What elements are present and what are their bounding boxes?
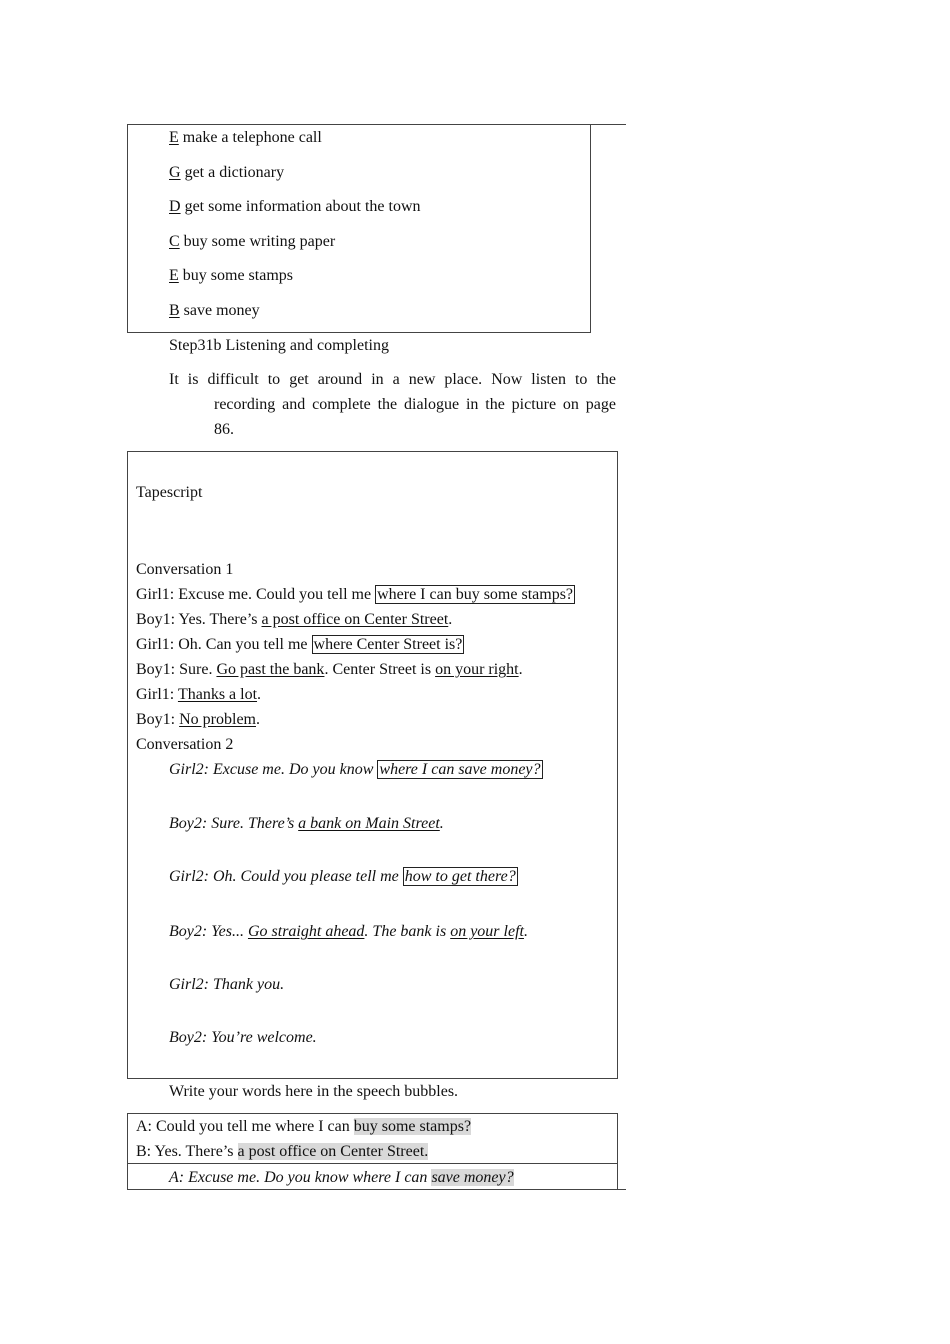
- answer-underline: a post office on Center Street: [261, 611, 449, 628]
- bubble-text: B: Yes. There’s: [136, 1143, 238, 1160]
- dialogue-line: Boy2: You’re welcome.: [169, 1029, 317, 1046]
- dialogue-line: [136, 710, 260, 730]
- bubble-text: A: Could you tell me where I can: [136, 1118, 354, 1135]
- highlighted-answer: save money?: [431, 1169, 514, 1186]
- tapescript-title: Tapescript: [136, 484, 203, 501]
- answer-underline: No problem: [179, 711, 256, 728]
- bubbles-instruction: Write your words here in the speech bubbles.: [169, 1083, 459, 1100]
- speaker-text: Girl1: Oh. Can you tell me: [136, 636, 312, 653]
- bubble-line: [136, 1142, 428, 1162]
- speaker-text: Boy2: Sure. There’s: [169, 815, 299, 832]
- bubble-line: [169, 1168, 514, 1188]
- answer-box: where I can save money?: [379, 761, 541, 778]
- item-text: save money: [183, 302, 260, 319]
- punctuation: .: [448, 611, 453, 628]
- dialogue-line: [136, 660, 523, 680]
- item-text: get some information about the town: [184, 198, 421, 215]
- answer-letter: D: [169, 198, 181, 215]
- answer-letter: B: [169, 302, 180, 319]
- speaker-text: Girl2: Oh. Could you please tell me: [169, 868, 403, 885]
- list-item: [169, 266, 293, 286]
- dialogue-line: [136, 585, 575, 605]
- dialogue-line: [169, 760, 543, 780]
- punctuation: .: [256, 711, 260, 728]
- conversation-1-title: Conversation 1: [136, 561, 234, 578]
- answer-box: how to get there?: [404, 868, 516, 885]
- item-text: get a dictionary: [184, 164, 285, 181]
- speaker-text: . Center Street is: [324, 661, 436, 678]
- dialogue-line: [136, 685, 261, 705]
- answer-underline: a bank on Main Street: [298, 815, 440, 832]
- list-item: [169, 197, 421, 217]
- answer-underline: Thanks a lot: [177, 686, 258, 703]
- list-item: [169, 301, 260, 321]
- answer-letter: E: [169, 129, 179, 146]
- table-rule: [127, 1163, 617, 1164]
- punctuation: .: [518, 661, 523, 678]
- speaker-text: Girl1:: [136, 686, 178, 703]
- dialogue-line: [136, 635, 464, 655]
- conversation-2-title: Conversation 2: [136, 736, 234, 753]
- dialogue-line: [169, 922, 528, 942]
- speaker-text: Boy1:: [136, 711, 180, 728]
- speaker-text: Boy1: Sure.: [136, 661, 217, 678]
- instruction-paragraph: [169, 367, 616, 442]
- speaker-text: Girl1: Excuse me. Could you tell me: [136, 586, 376, 603]
- answer-letter: C: [169, 233, 180, 250]
- answer-underline: on your left: [450, 923, 524, 940]
- list-item: [169, 232, 335, 252]
- answer-box: where I can buy some stamps?: [377, 586, 574, 603]
- speaker-text: Boy1: Yes. There’s: [136, 611, 262, 628]
- answer-letter: E: [169, 267, 179, 284]
- punctuation: .: [439, 815, 444, 832]
- item-text: buy some stamps: [182, 267, 293, 284]
- answer-box: where Center Street is?: [313, 636, 463, 653]
- instruction-line: 86.: [214, 421, 234, 438]
- speaker-text: Girl2: Excuse me. Do you know: [169, 761, 378, 778]
- answer-underline: Go straight ahead: [247, 923, 365, 940]
- table-rule: [589, 124, 626, 125]
- table-rule: [127, 1189, 626, 1190]
- list-item: [169, 163, 284, 183]
- bubble-line: [136, 1117, 471, 1137]
- dialogue-line: [169, 867, 518, 887]
- dialogue-line: Girl2: Thank you.: [169, 976, 285, 993]
- instruction-line: It is difficult to get around in a new place. Now listen to the: [169, 371, 616, 388]
- highlighted-answer: a post office on Center Street.: [237, 1143, 429, 1160]
- speaker-text: . The bank is: [364, 923, 451, 940]
- punctuation: .: [523, 923, 528, 940]
- step-heading: Step31b Listening and completing: [169, 337, 389, 354]
- item-text: make a telephone call: [182, 129, 322, 146]
- bubble-text: A: Excuse me. Do you know where I can: [169, 1169, 432, 1186]
- list-item: [169, 128, 322, 148]
- answer-underline: on your right: [435, 661, 519, 678]
- dialogue-line: [169, 814, 444, 834]
- answer-underline: Go past the bank: [216, 661, 325, 678]
- dialogue-line: [136, 610, 452, 630]
- answer-letter: G: [169, 164, 181, 181]
- instruction-line: recording and complete the dialogue in the picture on page: [214, 396, 616, 413]
- punctuation: .: [257, 686, 262, 703]
- item-text: buy some writing paper: [183, 233, 336, 250]
- speaker-text: Boy2: Yes...: [169, 923, 248, 940]
- highlighted-answer: buy some stamps?: [353, 1118, 472, 1135]
